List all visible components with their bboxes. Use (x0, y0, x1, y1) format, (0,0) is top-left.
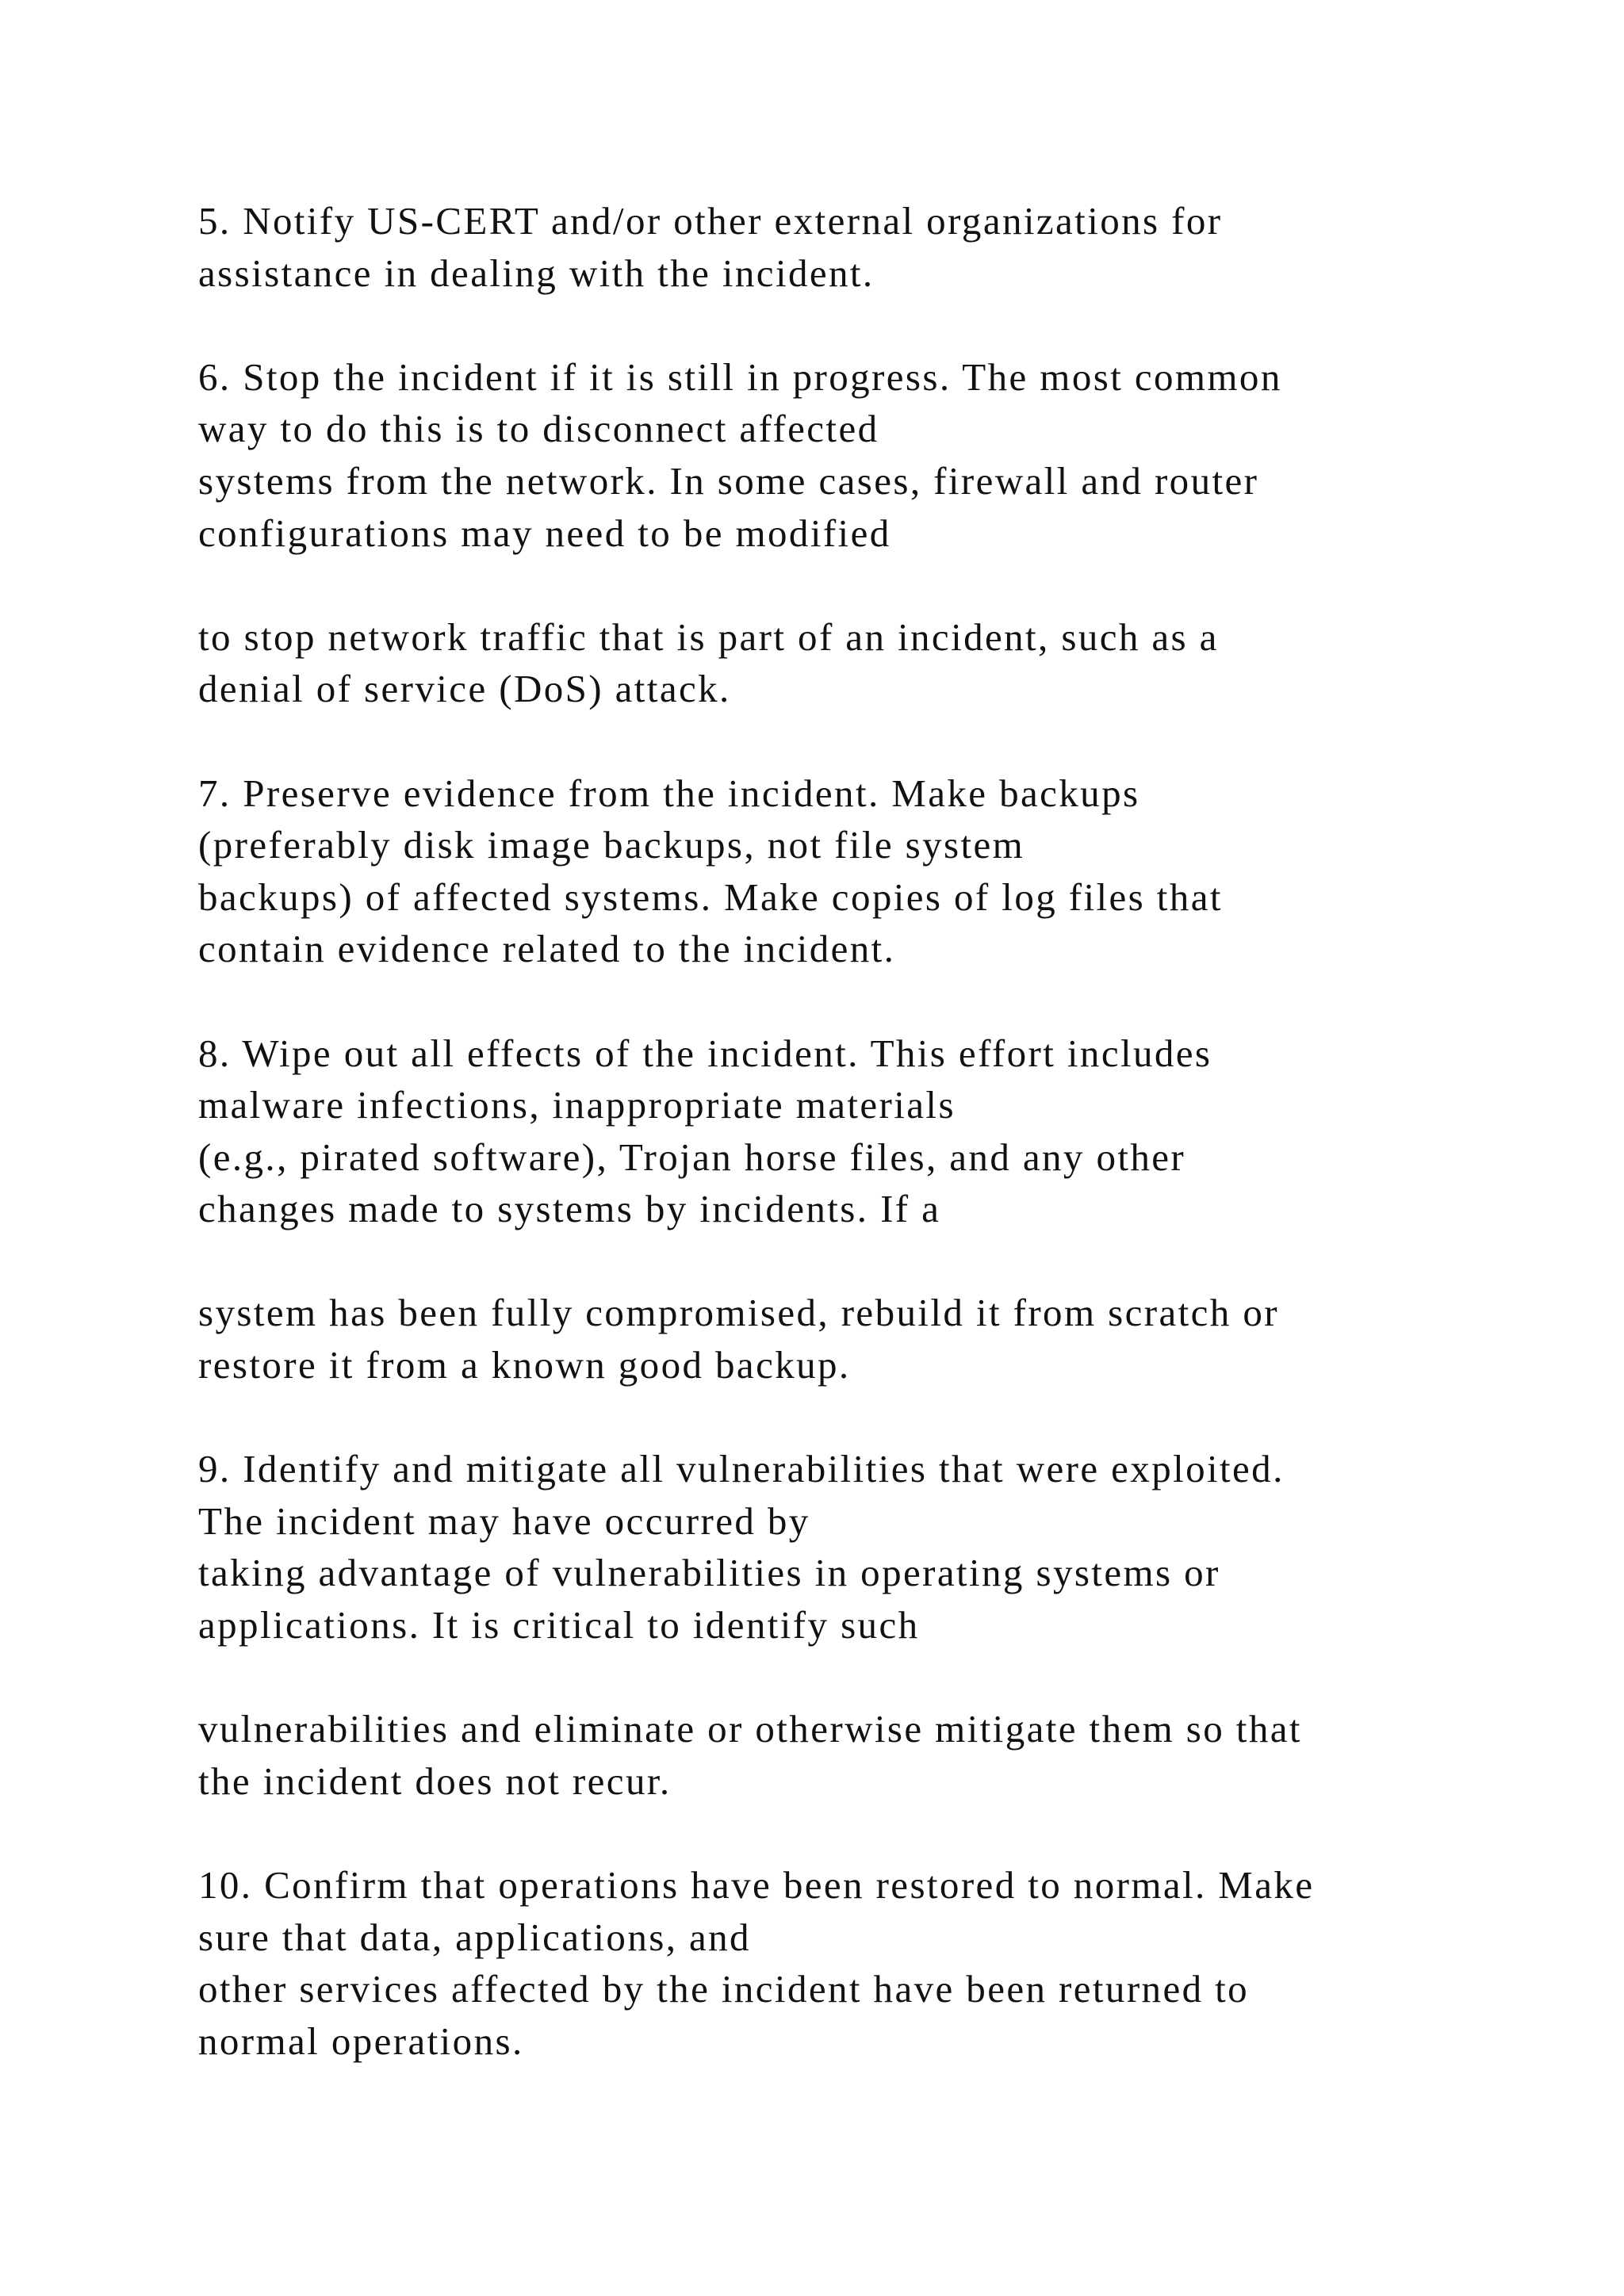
paragraph-gap (198, 1651, 1562, 1704)
text-line: other services affected by the incident have been returned to (198, 1967, 1250, 2011)
text-line: 6. Stop the incident if it is still in progress. The most common (198, 354, 1282, 399)
text-line: contain evidence related to the incident. (198, 927, 896, 971)
text-line: to stop network traffic that is part of an incident, such as a (198, 614, 1219, 659)
text-line: system has been fully compromised, rebuild it from scratch or (198, 1291, 1279, 1335)
paragraph-gap (198, 975, 1562, 1027)
document-body (198, 195, 1562, 2067)
text-line: denial of service (DoS) attack. (198, 667, 731, 711)
text-line: restore it from a known good backup. (198, 1343, 851, 1387)
text-line: normal operations. (198, 2019, 524, 2063)
text-line: malware infections, inappropriate materials (198, 1083, 956, 1127)
text-line: 9. Identify and mitigate all vulnerabilities that were exploited. (198, 1447, 1285, 1491)
text-line: taking advantage of vulnerabilities in operating systems or (198, 1551, 1220, 1595)
text-line: sure that data, applications, and (198, 1915, 751, 1959)
paragraph-gap (198, 1807, 1562, 1859)
text-line: The incident may have occurred by (198, 1498, 810, 1543)
text-line: 10. Confirm that operations have been restored to normal. Make (198, 1863, 1315, 1907)
text-line: 5. Notify US-CERT and/or other external organizations for (198, 199, 1223, 243)
text-line: applications. It is critical to identify such (198, 1603, 920, 1647)
text-line: the incident does not recur. (198, 1758, 672, 1803)
text-line: 8. Wipe out all effects of the incident. This effort includes (198, 1031, 1212, 1075)
text-line: vulnerabilities and eliminate or otherwise mitigate them so that (198, 1707, 1302, 1751)
text-line: backups) of affected systems. Make copies of log files that (198, 874, 1223, 919)
text-line: assistance in dealing with the incident. (198, 251, 875, 295)
paragraph-gap (198, 1235, 1562, 1288)
text-line: systems from the network. In some cases, firewall and router (198, 458, 1259, 503)
text-line: changes made to systems by incidents. If a (198, 1187, 941, 1231)
text-line: (preferably disk image backups, not file system (198, 823, 1025, 867)
paragraph-gap (198, 299, 1562, 351)
paragraph-gap (198, 715, 1562, 767)
text-line: 7. Preserve evidence from the incident. Make backups (198, 771, 1140, 815)
text-line: configurations may need to be modified (198, 511, 891, 555)
paragraph-gap (198, 559, 1562, 611)
paragraph-gap (198, 1391, 1562, 1444)
text-line: way to do this is to disconnect affected (198, 407, 879, 451)
text-line: (e.g., pirated software), Trojan horse files, and any other (198, 1135, 1186, 1179)
